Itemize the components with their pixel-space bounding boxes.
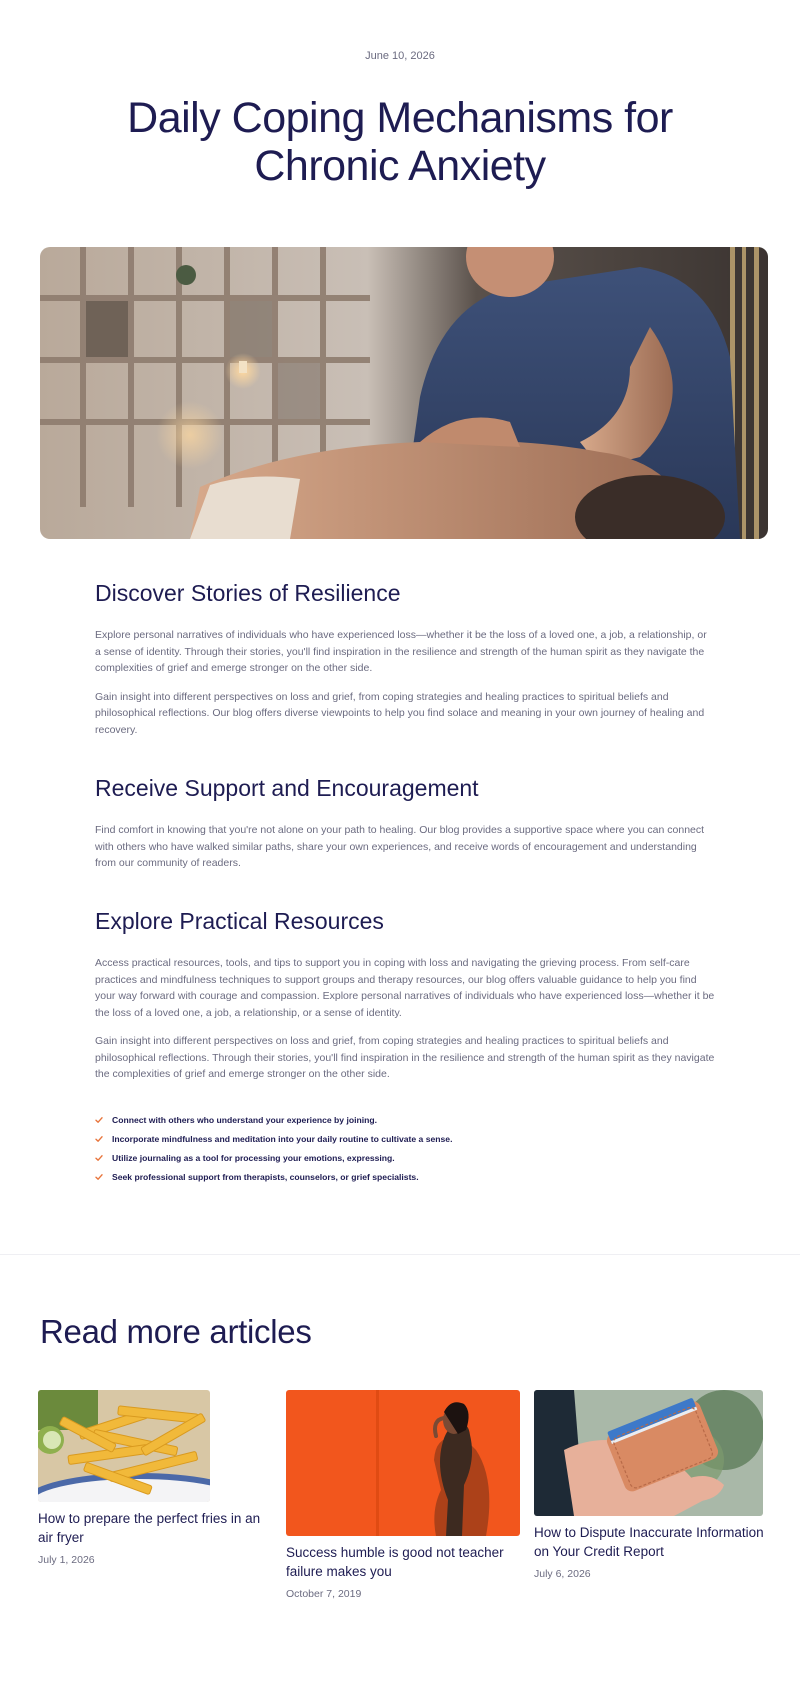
section-divider <box>0 1254 800 1255</box>
article-title[interactable]: How to prepare the perfect fries in an air fryer <box>38 1511 261 1545</box>
section-paragraph: Gain insight into different perspectives on loss and grief, from coping strategies and healing practices to spiritual beliefs and philosophical reflections. Through their stories, you'll find inspiration in the resilience and strength of the human spirit as they navigate the complexities of grief and emerge stronger on the other side. <box>95 1035 715 1080</box>
post-date: June 10, 2026 <box>365 50 435 62</box>
read-more-heading: Read more articles <box>40 1313 312 1350</box>
section-resilience <box>95 579 715 738</box>
check-icon <box>95 1135 103 1143</box>
section-paragraph: Find comfort in knowing that you're not alone on your path to healing. Our blog provides a supportive space where you can connect with others who have walked similar paths, share your own experiences, and receive words of encouragement and understanding from our community of readers. <box>95 824 705 869</box>
list-item-text: Incorporate mindfulness and meditation into your daily routine to cultivate a sense. <box>112 1134 453 1144</box>
article-card[interactable] <box>534 1390 769 1580</box>
post-title: Daily Coping Mechanisms for Chronic Anxiety <box>127 94 673 190</box>
article-date: October 7, 2019 <box>286 1588 362 1600</box>
article-date: July 6, 2026 <box>534 1568 591 1580</box>
article-card[interactable] <box>286 1390 521 1600</box>
article-thumbnail[interactable] <box>286 1390 520 1536</box>
section-support <box>95 774 715 872</box>
check-icon <box>95 1173 103 1181</box>
list-item-text: Connect with others who understand your experience by joining. <box>112 1115 378 1125</box>
section-paragraph: Explore personal narratives of individuals who have experienced loss—whether it be the loss of a loved one, a job, a relationship, or a sense of identity. Through their stories, you'll find inspiration in the resilience and strength of the human spirit as they navigate the complexities of grief and emerge stronger on the other side. <box>95 629 707 674</box>
bullet-list <box>95 1111 715 1187</box>
list-item <box>95 1168 715 1187</box>
article-date: July 1, 2026 <box>38 1554 95 1566</box>
section-heading: Discover Stories of Resilience <box>95 580 401 606</box>
list-item-text: Utilize journaling as a tool for processing your emotions, expressing. <box>112 1153 395 1163</box>
section-paragraph: Access practical resources, tools, and tips to support you in coping with loss and navigating the grieving process. From self-care practices and mindfulness techniques to support groups and therapy resources, our blog offers valuable guidance to help you find your way forward with courage and compassion. Explore personal narratives of individuals who have experienced loss—whether it be the loss of a loved one, a job, a relationship, or a sense of identity. <box>95 957 715 1019</box>
article-thumbnail[interactable] <box>534 1390 763 1516</box>
hero-image <box>40 247 768 539</box>
section-paragraph: Gain insight into different perspectives on loss and grief, from coping strategies and healing practices to spiritual beliefs and philosophical reflections. Our blog offers diverse viewpoints to help you find solace and meaning in your own journey of healing and recovery. <box>95 690 705 736</box>
article-card[interactable] <box>38 1390 273 1566</box>
article-title[interactable]: Success humble is good not teacher failure makes you <box>286 1545 504 1579</box>
check-icon <box>95 1116 103 1124</box>
section-heading: Explore Practical Resources <box>95 908 384 934</box>
list-item <box>95 1130 715 1149</box>
article-title[interactable]: How to Dispute Inaccurate Information on Your Credit Report <box>534 1525 764 1559</box>
list-item <box>95 1111 715 1130</box>
section-resources <box>95 907 715 1187</box>
list-item-text: Seek professional support from therapists, counselors, or grief specialists. <box>112 1172 419 1182</box>
section-heading: Receive Support and Encouragement <box>95 775 479 801</box>
list-item <box>95 1149 715 1168</box>
article-thumbnail[interactable] <box>38 1390 210 1502</box>
check-icon <box>95 1154 103 1162</box>
